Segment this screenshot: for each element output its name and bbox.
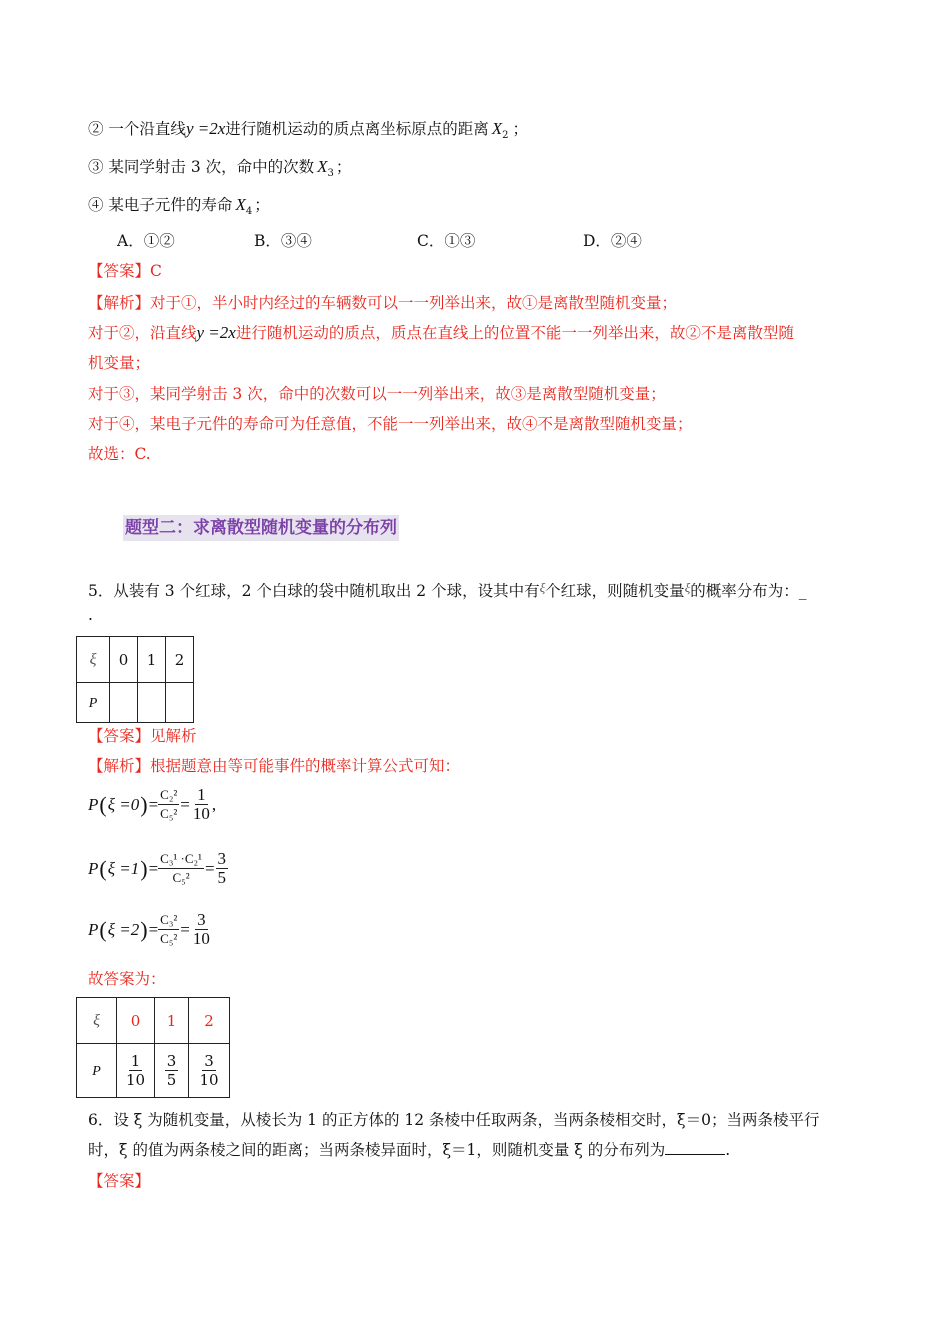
item3-var: X xyxy=(317,157,328,176)
table-header-xi xyxy=(77,637,110,683)
fraction-num: C₃¹ ·C₂¹ xyxy=(158,850,204,869)
formula-lhs: ξ =0 xyxy=(107,794,140,814)
item4-sub: 4 xyxy=(245,206,253,217)
table-header-2: 2 xyxy=(166,637,194,683)
formula-xi-2: P ( ξ =2 ) = $\frac{\text{C₃²}}{\text{C₅²}}$ = $\frac{3}{10}$ xyxy=(88,910,210,948)
fraction-den: 5 xyxy=(166,1071,177,1089)
combination-fraction xyxy=(158,911,179,948)
q4-analysis-line1 xyxy=(88,292,677,314)
answer-prob-1 xyxy=(155,1044,189,1098)
fraction-num: 3 xyxy=(166,1052,177,1070)
fraction-num: 3 xyxy=(197,910,206,929)
formula-tail: , xyxy=(211,794,217,814)
item2-var: X xyxy=(491,119,503,138)
fraction-num: 1 xyxy=(197,785,206,804)
q5-question xyxy=(88,577,807,602)
q5-analysis xyxy=(88,755,460,777)
q4-analysis-line6: 故选：C. xyxy=(88,445,151,463)
q4-item-2 xyxy=(88,118,528,147)
fraction-num: 1 xyxy=(130,1052,141,1070)
formula-p: P xyxy=(88,919,99,939)
answer-table-header-xi xyxy=(77,998,117,1044)
formula-xi-0: P ( ξ =0 ) = $\frac{\text{C₂²}}{\text{C₅²}}$ = $\frac{1}{10}$ , xyxy=(88,785,217,823)
table-cell-blank[interactable] xyxy=(166,683,194,723)
q5-text-a: 5．从装有 3 个红球，2 个白球的袋中随机取出 2 个球，设其中有 xyxy=(88,582,540,600)
item2-sub: 2 xyxy=(502,130,509,141)
table-header-0: 0 xyxy=(110,637,138,683)
p-label: P xyxy=(88,696,98,711)
fraction-den: 5 xyxy=(217,868,227,887)
q4-answer xyxy=(88,260,162,282)
fraction-den: 10 xyxy=(192,929,210,948)
header-xi: ξ xyxy=(89,651,97,668)
q5-answer xyxy=(88,725,197,747)
fraction-den: C₅² xyxy=(172,870,190,885)
fraction-den: 10 xyxy=(199,1071,219,1089)
q5-text-c: 的概率分布为：_ xyxy=(690,582,807,600)
item2-end: ； xyxy=(512,120,529,138)
prob-fraction xyxy=(124,1052,147,1089)
fraction-num: 3 xyxy=(217,849,227,868)
fraction-den: C₅² xyxy=(160,931,178,946)
fraction-num: C₂² xyxy=(158,786,179,805)
q5-question-end: . xyxy=(88,606,93,624)
q4-analysis-line3: 机变量； xyxy=(88,354,151,372)
analysis-line2-b: 进行随机运动的质点，质点在直线上的位置不能一一列举出来，故②不是离散型随 xyxy=(235,324,794,342)
item3-text: ③ 某同学射击 3 次，命中的次数 xyxy=(88,158,315,176)
formula-xi-1: P ( ξ =1 ) = $\frac{\text{C₃¹ ·C₂¹}}{\text{C₅²}}$ = $\frac{3}{5}$ xyxy=(88,849,227,887)
q4-item-3 xyxy=(88,156,351,185)
item3-end: ； xyxy=(335,158,352,176)
table-p-label xyxy=(77,683,110,723)
answer-table-header-0: 0 xyxy=(117,998,155,1044)
answer-label: 【答案】 xyxy=(88,262,151,280)
q5-blank-table xyxy=(76,636,194,723)
answer-value: 见解析 xyxy=(150,727,197,745)
q6-line1: 6．设 ξ 为随机变量，从棱长为 1 的正方体的 12 条棱中任取两条，当两条棱相交时，ξ＝0；当两条棱平行 xyxy=(88,1111,820,1129)
xi-symbol: ξ xyxy=(684,580,691,595)
option-c[interactable]: C．①③ xyxy=(417,232,476,250)
prob-fraction xyxy=(165,1052,179,1089)
answer-label: 【答案】 xyxy=(88,727,151,745)
formula-lhs: ξ =1 xyxy=(107,858,140,878)
prob-fraction xyxy=(197,1052,220,1089)
q4-analysis-line5: 对于④，某电子元件的寿命可为任意值，不能一一列举出来，故④不是离散型随机变量； xyxy=(88,415,693,433)
header-xi: ξ xyxy=(93,1012,100,1029)
result-fraction xyxy=(216,850,229,887)
formula-p: P xyxy=(88,794,99,814)
q5-answer-table xyxy=(76,997,230,1098)
combination-fraction xyxy=(158,786,179,823)
item2-equation: y =2x xyxy=(185,119,226,138)
xi-symbol: ξ xyxy=(539,580,546,595)
q6-text: 时，ξ 的值为两条棱之间的距离；当两条棱异面时，ξ＝1，则随机变量 ξ 的分布列为 xyxy=(88,1141,666,1159)
q6-line2 xyxy=(88,1139,730,1161)
answer-value: C xyxy=(150,262,162,280)
option-d[interactable]: D．②④ xyxy=(583,232,642,250)
result-fraction xyxy=(191,911,212,948)
q4-analysis-line4: 对于③，某同学射击 3 次，命中的次数可以一一列举出来，故③是离散型随机变量； xyxy=(88,385,666,403)
section-heading: 题型二：求离散型随机变量的分布列 xyxy=(123,515,399,541)
item4-end: ； xyxy=(254,196,270,214)
item4-var: X xyxy=(235,195,246,214)
analysis-text: 根据题意由等可能事件的概率计算公式可知： xyxy=(150,757,461,775)
table-cell-blank[interactable] xyxy=(138,683,166,723)
combination-fraction xyxy=(158,850,204,887)
answer-prob-2 xyxy=(189,1044,230,1098)
item2-text: ② 一个沿直线 xyxy=(88,120,186,138)
answer-table-header-1: 1 xyxy=(155,998,189,1044)
q4-item-4 xyxy=(88,194,270,223)
analysis-line2-a: 对于②，沿直线 xyxy=(88,324,197,342)
fraction-den: 10 xyxy=(125,1071,146,1089)
analysis-equation: y =2x xyxy=(196,323,236,342)
table-cell-blank[interactable] xyxy=(110,683,138,723)
answer-table-header-2: 2 xyxy=(189,998,230,1044)
answer-table-p-label xyxy=(77,1044,117,1098)
fraction-num: C₃² xyxy=(158,911,179,930)
item4-text: ④ 某电子元件的寿命 xyxy=(88,196,233,214)
analysis-label: 【解析】 xyxy=(88,294,151,312)
option-a[interactable]: A．①② xyxy=(117,232,175,250)
p-label: P xyxy=(92,1064,101,1079)
result-fraction xyxy=(191,786,212,823)
q4-analysis-line2 xyxy=(88,322,794,344)
fraction-den: 10 xyxy=(192,804,210,823)
q6-answer-label: 【答案】 xyxy=(88,1172,151,1190)
answer-prob-0 xyxy=(117,1044,155,1098)
analysis-text: 对于①，半小时内经过的车辆数可以一一列举出来，故①是离散型随机变量； xyxy=(150,294,678,312)
formula-p: P xyxy=(88,858,99,878)
analysis-label: 【解析】 xyxy=(88,757,151,775)
option-b[interactable]: B．③④ xyxy=(254,232,312,250)
q5-text-b: 个红球，则随机变量 xyxy=(545,582,685,600)
fraction-num: 3 xyxy=(204,1052,214,1070)
q5-conclusion: 故答案为： xyxy=(88,970,166,988)
item3-sub: 3 xyxy=(327,168,334,179)
q6-end: . xyxy=(725,1141,731,1159)
table-header-1: 1 xyxy=(138,637,166,683)
answer-blank[interactable] xyxy=(665,1140,725,1155)
formula-lhs: ξ =2 xyxy=(107,919,140,939)
fraction-den: C₅² xyxy=(160,806,178,821)
item2-text-b: 进行随机运动的质点离坐标原点的距离 xyxy=(225,120,489,138)
